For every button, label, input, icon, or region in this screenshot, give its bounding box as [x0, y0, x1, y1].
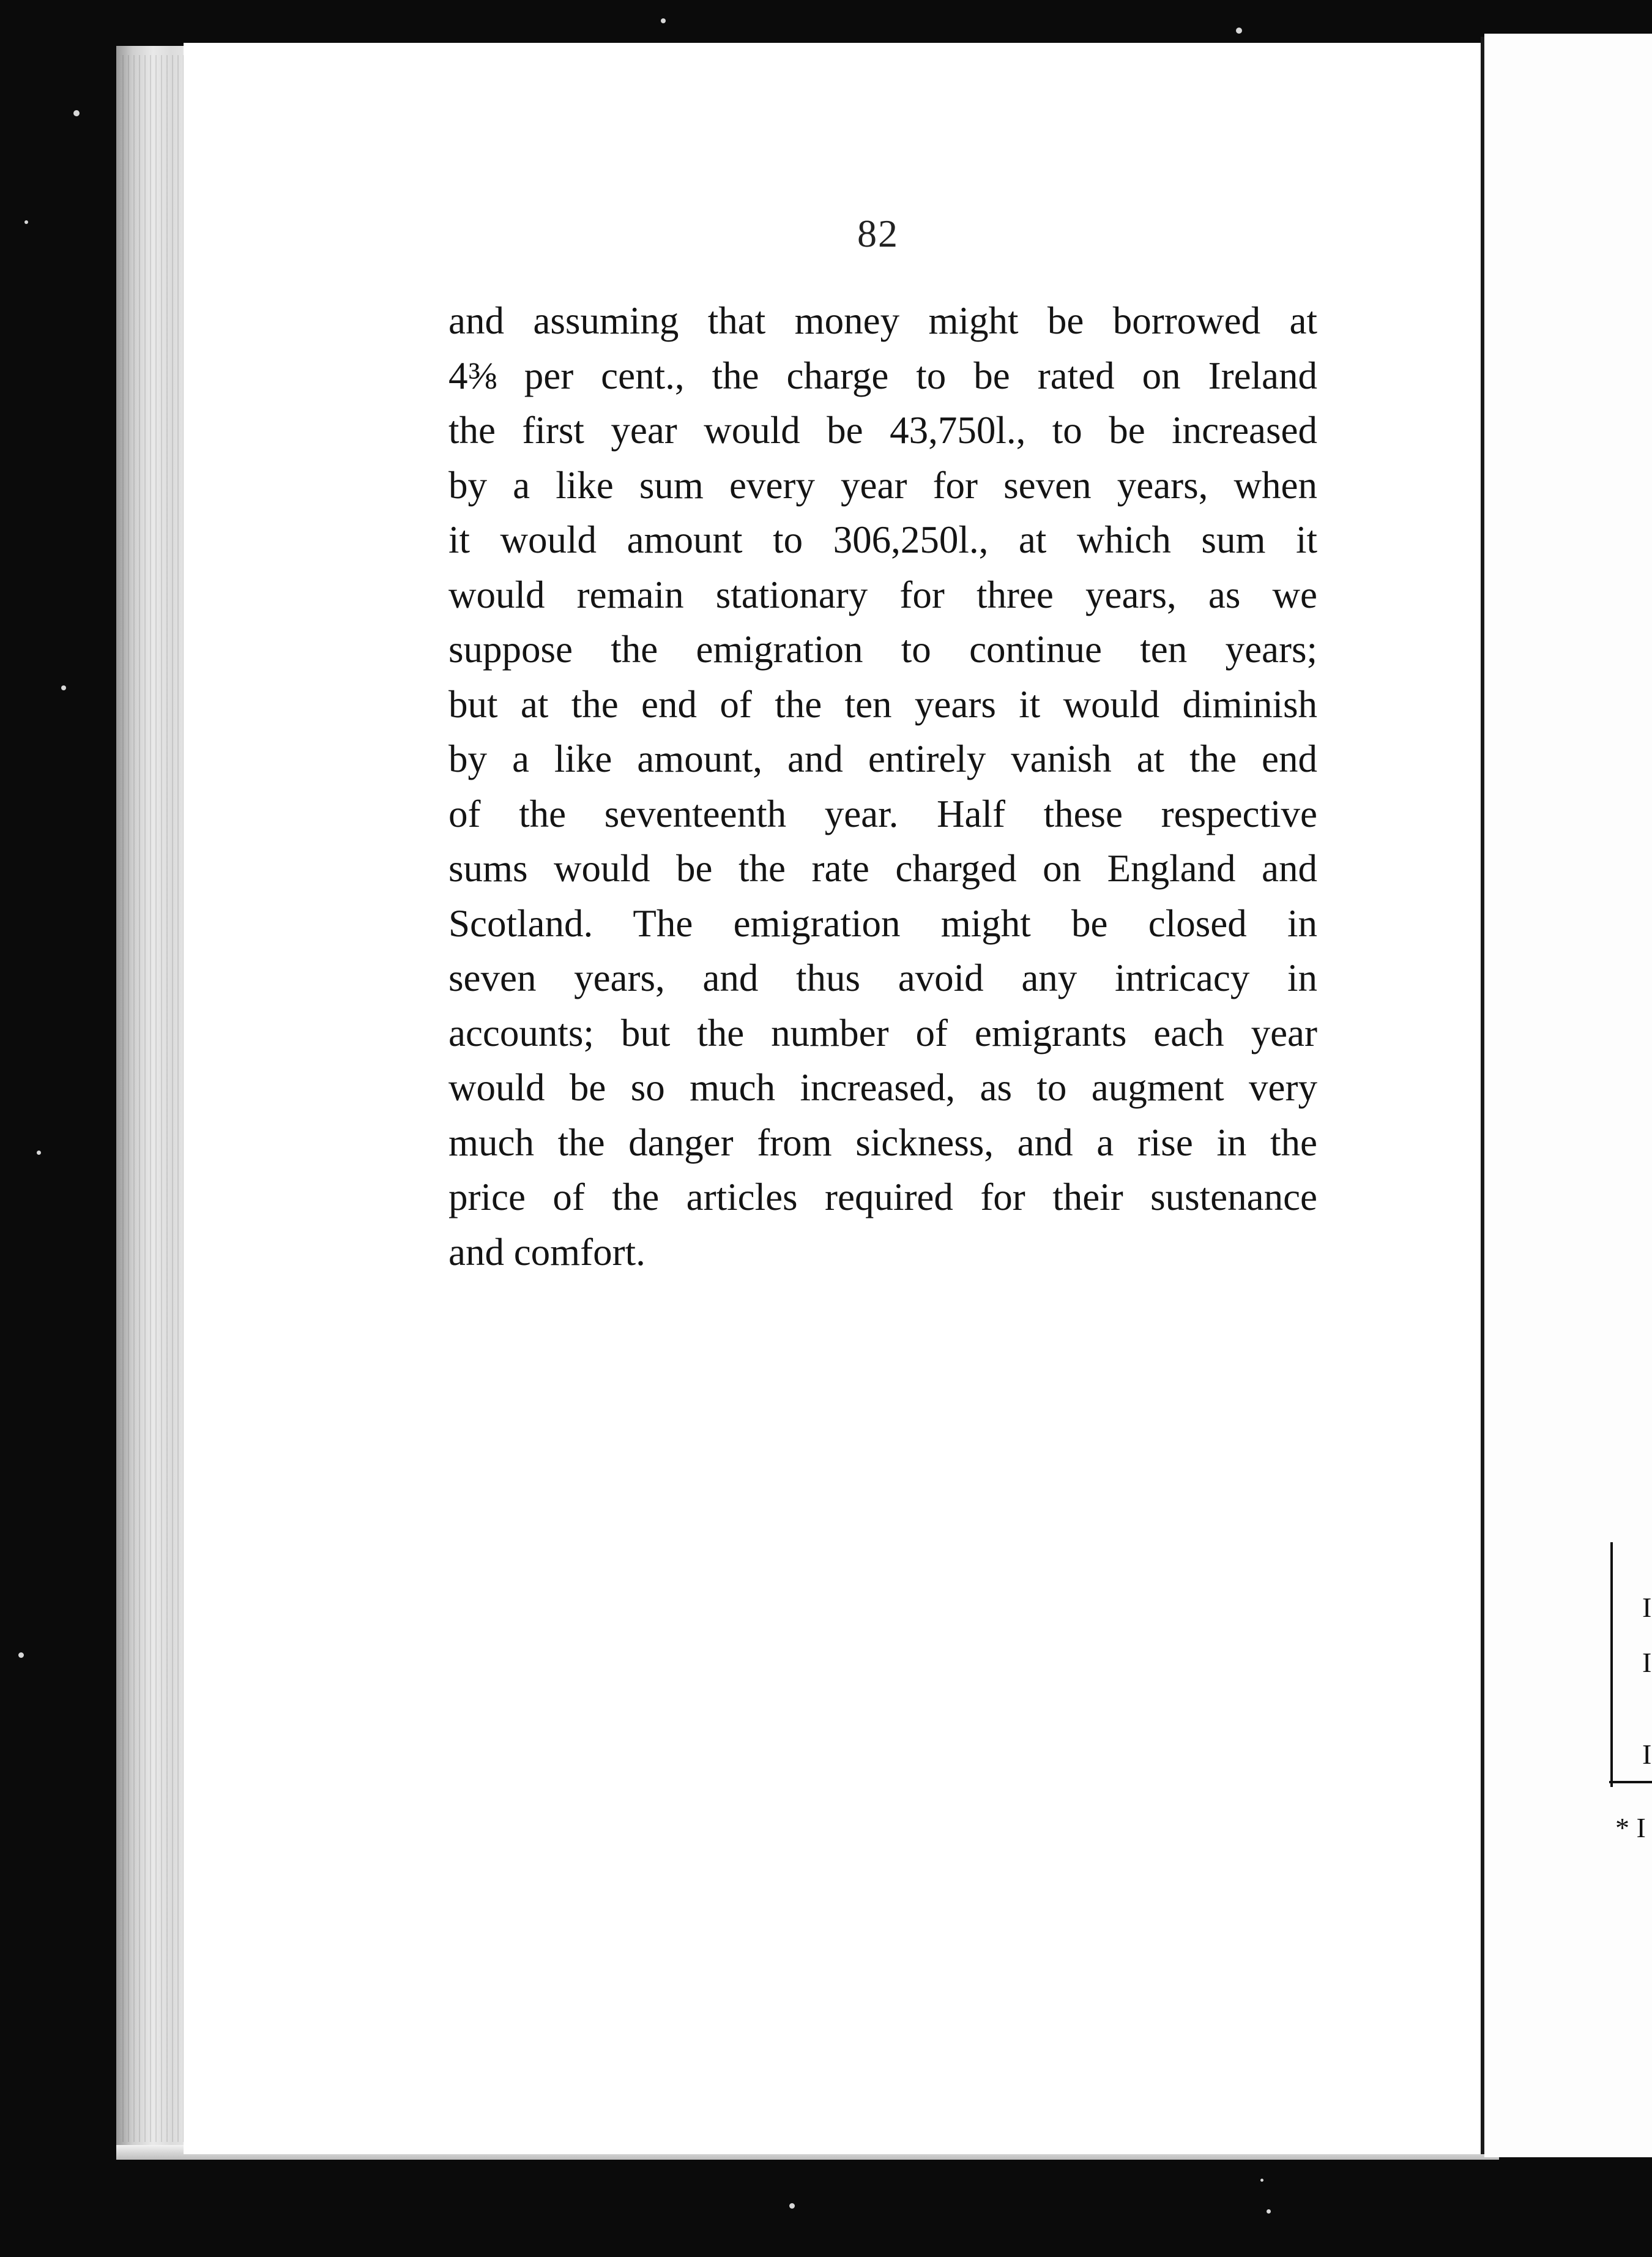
facing-page-rule — [1610, 1542, 1613, 1787]
text-line: and assuming that money might be borrowed at — [448, 299, 1317, 342]
text-line: would remain stationary for three years, as we — [448, 573, 1317, 616]
facing-page-glyph: I — [1642, 1592, 1652, 1623]
text-line: the first year would be 43,750l., to be increased — [448, 409, 1317, 452]
text-line: accounts; but the number of emigrants each year — [448, 1011, 1317, 1054]
text-line: 4⅜ per cent., the charge to be rated on Ireland — [448, 354, 1317, 397]
background-speck — [1267, 2209, 1271, 2214]
text-line: of the seventeenth year. Half these respective — [448, 792, 1317, 835]
background-speck — [1236, 28, 1242, 34]
text-line: sums would be the rate charged on England and — [448, 847, 1317, 890]
text-line: suppose the emigration to continue ten years; — [448, 628, 1317, 671]
text-line: much the danger from sickness, and a rise in the — [448, 1121, 1317, 1164]
background-speck — [789, 2203, 795, 2209]
background-speck — [18, 1652, 24, 1658]
background-speck — [37, 1151, 41, 1155]
body-text — [448, 294, 1317, 1280]
text-line: and comfort. — [448, 1230, 646, 1274]
text-line: by a like amount, and entirely vanish at the end — [448, 737, 1317, 780]
text-line: it would amount to 306,250l., at which sum it — [448, 518, 1317, 561]
text-line: would be so much increased, as to augment very — [448, 1066, 1317, 1109]
text-line: Scotland. The emigration might be closed in — [448, 901, 1317, 945]
facing-page-glyph: I — [1642, 1739, 1652, 1770]
background-speck — [1260, 2179, 1263, 2182]
background-speck — [661, 18, 666, 23]
page-stack-lines — [122, 55, 190, 2142]
facing-page-rule-horizontal — [1609, 1781, 1652, 1783]
background-speck — [24, 220, 28, 224]
text-line: price of the articles required for their sustenance — [448, 1176, 1317, 1218]
background-speck — [73, 110, 80, 116]
background-speck — [61, 685, 66, 690]
facing-page-glyph: * I — [1615, 1812, 1646, 1843]
facing-page-glyph: I — [1642, 1647, 1652, 1678]
text-line: but at the end of the ten years it would diminish — [448, 682, 1317, 726]
page-number: 82 — [857, 212, 899, 255]
text-line: by a like sum every year for seven years, when — [448, 463, 1317, 507]
text-line: seven years, and thus avoid any intricacy in — [448, 957, 1317, 999]
book-gutter — [1481, 37, 1484, 2154]
